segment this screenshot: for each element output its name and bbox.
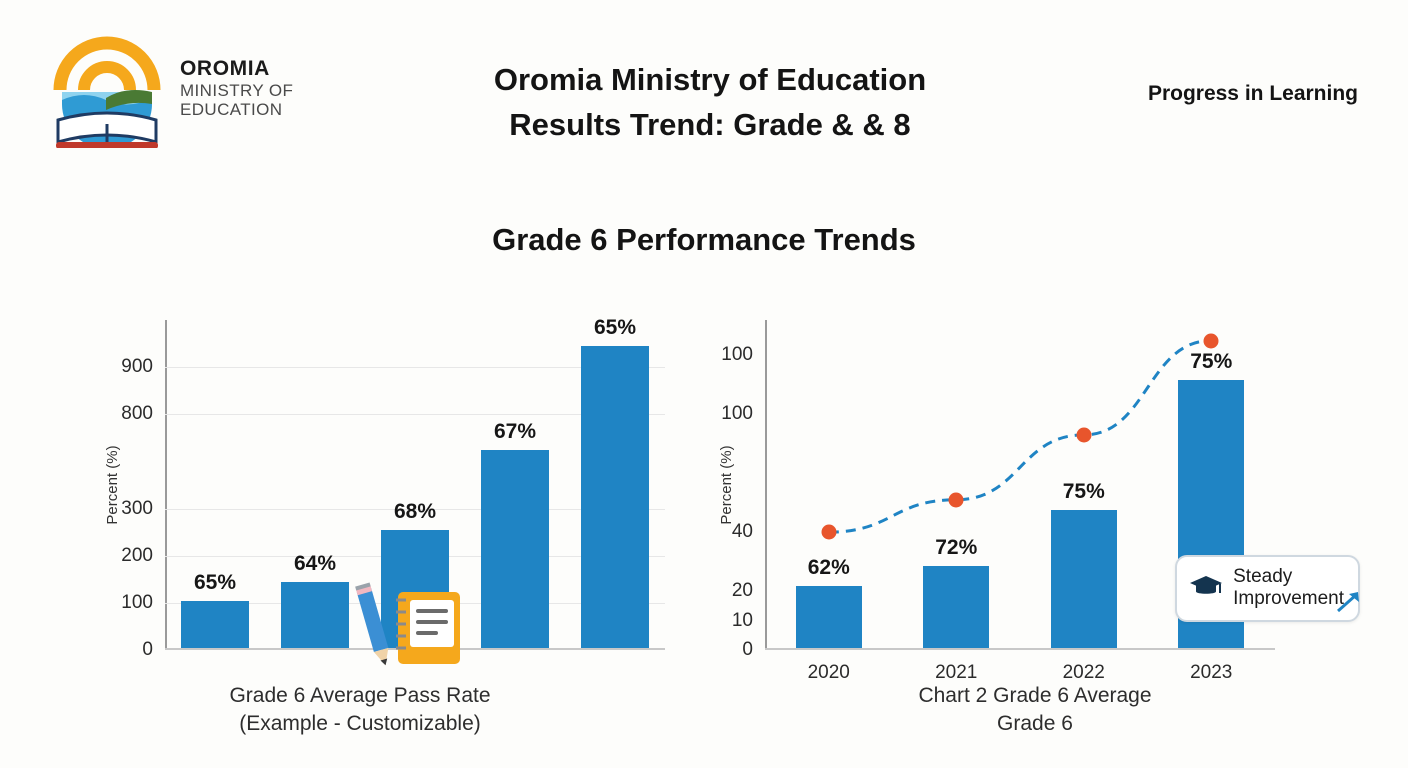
y-axis-tick-label: 900 — [121, 356, 153, 378]
steady-improvement-callout — [1175, 555, 1360, 622]
y-axis-tick-label: 100 — [721, 403, 753, 425]
line-marker — [949, 492, 964, 507]
pencil-and-notebook-icon — [340, 580, 475, 675]
bar — [281, 582, 349, 648]
bar-value-label: 64% — [293, 552, 337, 575]
bar-value-label: 68% — [393, 500, 437, 524]
callout-line-2: Improvement — [1233, 588, 1344, 610]
bar-value-label: 65% — [593, 316, 637, 340]
page-header — [0, 0, 1408, 175]
y-axis-label-right: Percent (%) — [718, 445, 736, 525]
y-axis-tick-label: 200 — [121, 544, 153, 566]
page-title — [430, 58, 990, 148]
oromia-sunrise-book-logo-icon — [48, 28, 166, 148]
chart-right-caption-line-2: Grade 6 — [997, 712, 1073, 736]
bar-value-label: 65% — [193, 570, 237, 594]
y-axis-tick-label: 10 — [731, 609, 753, 631]
y-axis-tick-label: 0 — [142, 639, 153, 660]
y-axis-left — [165, 320, 167, 650]
y-axis-tick-label: 300 — [121, 497, 153, 519]
y-axis-label-left: Percent (%) — [104, 445, 122, 525]
x-axis-tick-label: 2020 — [807, 662, 850, 683]
logo-line-3: EDUCATION — [180, 99, 283, 119]
line-marker — [1204, 333, 1219, 348]
page-title-line-2: Results Trend: Grade & & 8 — [509, 106, 911, 142]
graduation-cap-icon — [1189, 573, 1223, 604]
chart-left-caption-line-1: Grade 6 Average Pass Rate — [229, 684, 491, 707]
bar-value-label: 75% — [1190, 349, 1233, 373]
line-marker — [821, 525, 836, 540]
page-title-line-1: Oromia Ministry of Education — [493, 62, 927, 97]
x-axis-tick-label: 2023 — [1190, 662, 1233, 683]
y-axis-tick-label: 100 — [121, 591, 153, 613]
logo-line-2: MINISTRY OF — [180, 80, 294, 100]
chart-right-caption — [690, 682, 1380, 739]
bar — [181, 601, 249, 648]
bar-value-label: 75% — [1062, 479, 1105, 503]
tagline: Progress in Learning — [1147, 82, 1358, 105]
chart-panel-right — [690, 300, 1380, 760]
chart-left-caption — [40, 682, 680, 739]
callout-line-1: Steady — [1233, 566, 1293, 587]
bar-value-label: 72% — [935, 535, 978, 559]
organization-logo — [48, 28, 293, 148]
trend-up-arrow-icon — [1334, 587, 1364, 622]
bar-value-label: 62% — [807, 556, 850, 580]
line-marker — [1076, 427, 1091, 442]
y-axis-tick-label: 0 — [742, 639, 753, 660]
y-axis-tick-label: 800 — [121, 403, 153, 425]
x-axis-tick-label: 2021 — [935, 662, 978, 683]
logo-line-1: OROMIA — [180, 57, 270, 81]
y-axis-tick-label: 20 — [731, 580, 753, 602]
chart-right-caption-line-1: Chart 2 Grade 6 Average — [918, 684, 1152, 707]
bar — [581, 346, 649, 648]
chart-left-caption-line-2: (Example - Customizable) — [239, 712, 481, 736]
y-axis-tick-label: 40 — [731, 521, 753, 543]
bar-value-label: 67% — [493, 420, 537, 443]
bar — [481, 450, 549, 648]
callout-text — [1233, 566, 1344, 611]
charts-heading: Grade 6 Performance Trends — [492, 222, 916, 257]
chart-panel-left — [40, 300, 680, 760]
x-axis-tick-label: 2022 — [1062, 662, 1105, 683]
y-axis-tick-label: 100 — [721, 344, 753, 366]
logo-wordmark — [180, 57, 293, 119]
